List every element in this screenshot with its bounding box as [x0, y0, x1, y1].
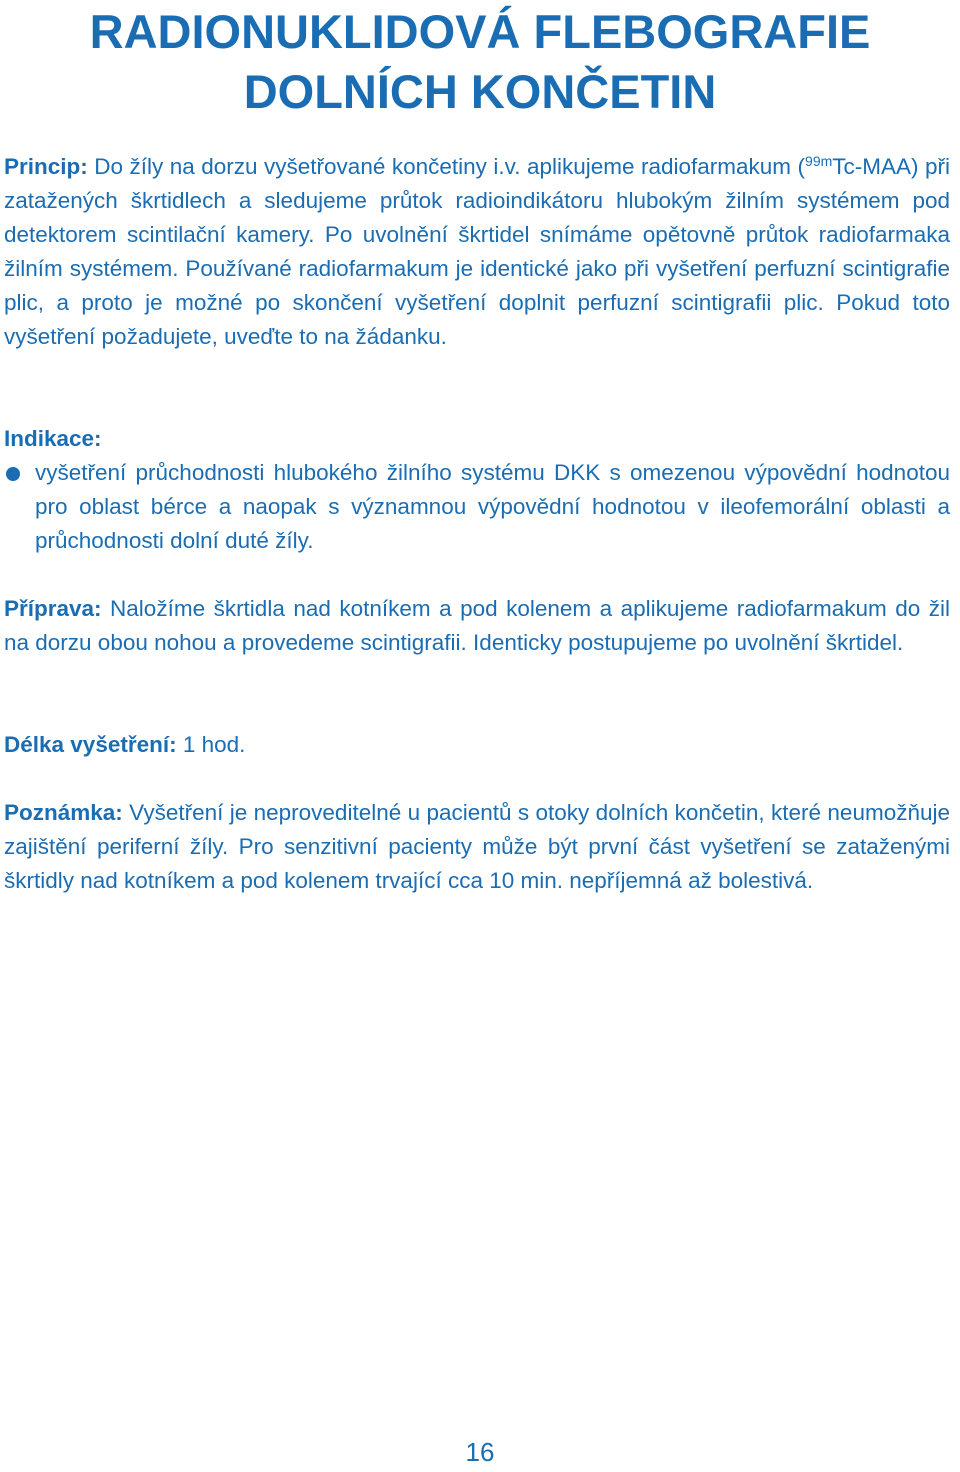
- indikace-heading: [4, 422, 950, 456]
- indikace-label: Indikace:: [4, 426, 102, 451]
- princip-text-a: Do žíly na dorzu vyšetřované končetiny i.v. aplikujeme radiofarmakum (: [87, 154, 806, 179]
- princip-text-b: Tc-MAA) při zatažených škrtidlech a sledujeme průtok radioindikátoru hlubokým žilním systémem pod detektorem scintilační kamery. Po uvolnění škrtidel snímáme opětovně průtok radiofarmaka žilním systémem. Používané radiofarmakum je identické jako při vyšetření perfuzní scintigrafie plic, a proto je možné po skončení vyšetření doplnit perfuzní scintigrafii plic. Pokud toto vyšetření požadujete, uveďte to na žádanku.: [4, 154, 951, 349]
- indikace-item-text: vyšetření průchodnosti hlubokého žilního systému DKK s omezenou výpovědní hodnotou pro oblast bérce a naopak s významnou výpovědní hodnotou v ileofemorální oblasti a průchodnosti dolní duté žíly.: [35, 460, 950, 553]
- delka-text: 1 hod.: [176, 732, 246, 757]
- page-title: [0, 2, 960, 122]
- indikace-list-item: [4, 456, 950, 558]
- delka-paragraph: [4, 728, 950, 762]
- priprava-text: Naložíme škrtidla nad kotníkem a pod kolenem a aplikujeme radiofarmakum do žil na dorzu obou nohou a provedeme scintigrafii. Identicky postupujeme po uvolnění škrtidel.: [4, 596, 950, 655]
- bullet-icon: [6, 467, 20, 481]
- princip-label: Princip:: [4, 154, 88, 179]
- priprava-paragraph: [4, 592, 950, 660]
- poznamka-text: Vyšetření je neproveditelné u pacientů s otoky dolních končetin, které neumožňuje zajištění periferní žíly. Pro senzitivní pacienty může být první část vyšetření se zataženými škrtidly nad kotníkem a pod kolenem trvající cca 10 min. nepříjemná až bolestivá.: [4, 800, 950, 893]
- page-number: 16: [465, 1437, 495, 1467]
- title-line-1: RADIONUKLIDOVÁ FLEBOGRAFIE: [89, 5, 871, 58]
- isotope-superscript: 99m: [805, 153, 833, 169]
- princip-paragraph: [4, 150, 950, 354]
- priprava-label: Příprava:: [4, 596, 102, 621]
- poznamka-label: Poznámka:: [4, 800, 123, 825]
- title-line-2: DOLNÍCH KONČETIN: [243, 65, 717, 118]
- poznamka-paragraph: [4, 796, 950, 898]
- delka-label: Délka vyšetření:: [4, 732, 177, 757]
